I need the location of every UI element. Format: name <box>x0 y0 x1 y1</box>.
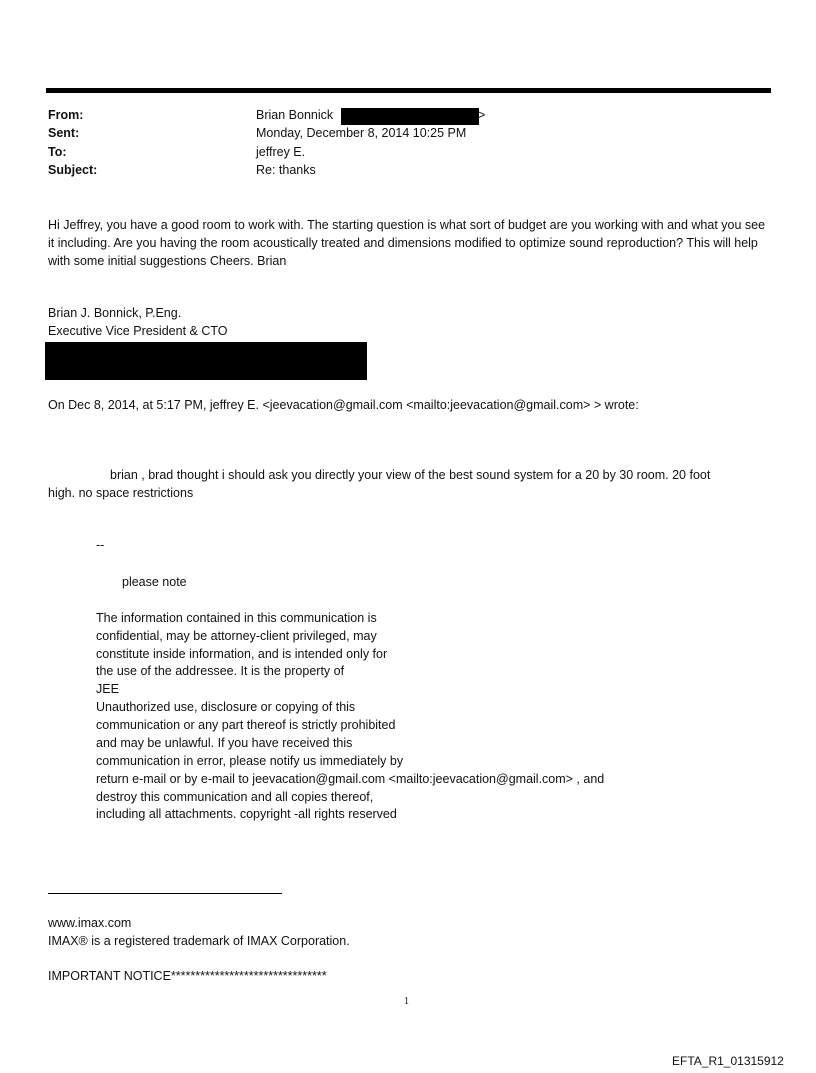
notice-line: destroy this communication and all copies thereof, <box>96 790 374 804</box>
signature-dashes: -- <box>96 538 105 552</box>
page-number: 1 <box>404 996 409 1007</box>
original-message-line-2: high. no space restrictions <box>48 486 194 500</box>
notice-line: Unauthorized use, disclosure or copying of this <box>96 700 356 714</box>
notice-line: the use of the addressee. It is the property of <box>96 664 345 678</box>
notice-line: communication or any part thereof is strictly prohibited <box>96 718 396 732</box>
footer-important-notice: IMPORTANT NOTICE******************************** <box>48 969 327 983</box>
notice-line: including all attachments. copyright -all rights reserved <box>96 807 397 821</box>
sent-label: Sent: <box>48 126 80 140</box>
subject-label: Subject: <box>48 163 98 177</box>
footer-trademark: IMAX® is a registered trademark of IMAX Corporation. <box>48 934 350 948</box>
document-id: EFTA_R1_01315912 <box>672 1054 784 1068</box>
notice-line: return e-mail or by e-mail to jeevacation@gmail.com <mailto:jeevacation@gmail.com> , and <box>96 772 605 786</box>
footer-website: www.imax.com <box>48 916 132 930</box>
notice-line: The information contained in this communication is <box>96 611 377 625</box>
to-value: jeffrey E. <box>256 145 306 159</box>
signature-title: Executive Vice President & CTO <box>48 324 228 338</box>
redaction-bar-signature <box>45 342 367 380</box>
from-trailing: > <box>478 108 486 122</box>
please-note: please note <box>122 575 187 589</box>
notice-line: confidential, may be attorney-client privileged, may <box>96 629 377 643</box>
from-label: From: <box>48 108 84 122</box>
from-value: Brian Bonnick <box>256 108 334 122</box>
notice-line: communication in error, please notify us immediately by <box>96 754 404 768</box>
header-top-rule <box>46 88 771 93</box>
original-message-line-1: brian , brad thought i should ask you directly your view of the best sound system for a 20 by 30 room. 20 foot <box>110 468 711 482</box>
to-label: To: <box>48 145 67 159</box>
sent-value: Monday, December 8, 2014 10:25 PM <box>256 126 467 140</box>
footer-divider <box>48 893 282 894</box>
signature-name: Brian J. Bonnick, P.Eng. <box>48 306 182 320</box>
notice-line: JEE <box>96 682 119 696</box>
redaction-bar-email <box>341 108 479 125</box>
quote-intro: On Dec 8, 2014, at 5:17 PM, jeffrey E. <jeevacation@gmail.com <mailto:jeevacation@gmail.com> > wrote: <box>48 398 639 412</box>
notice-line: and may be unlawful. If you have received this <box>96 736 353 750</box>
reply-paragraph: Hi Jeffrey, you have a good room to work with. The starting question is what sort of budget are you working with and what you see it including. Are you having the room acoustically treated and dimensions modified to optimize sound reproduction? This will help with some initial suggestions Cheers. Brian <box>48 218 766 268</box>
subject-value: Re: thanks <box>256 163 316 177</box>
notice-line: constitute inside information, and is intended only for <box>96 647 388 661</box>
